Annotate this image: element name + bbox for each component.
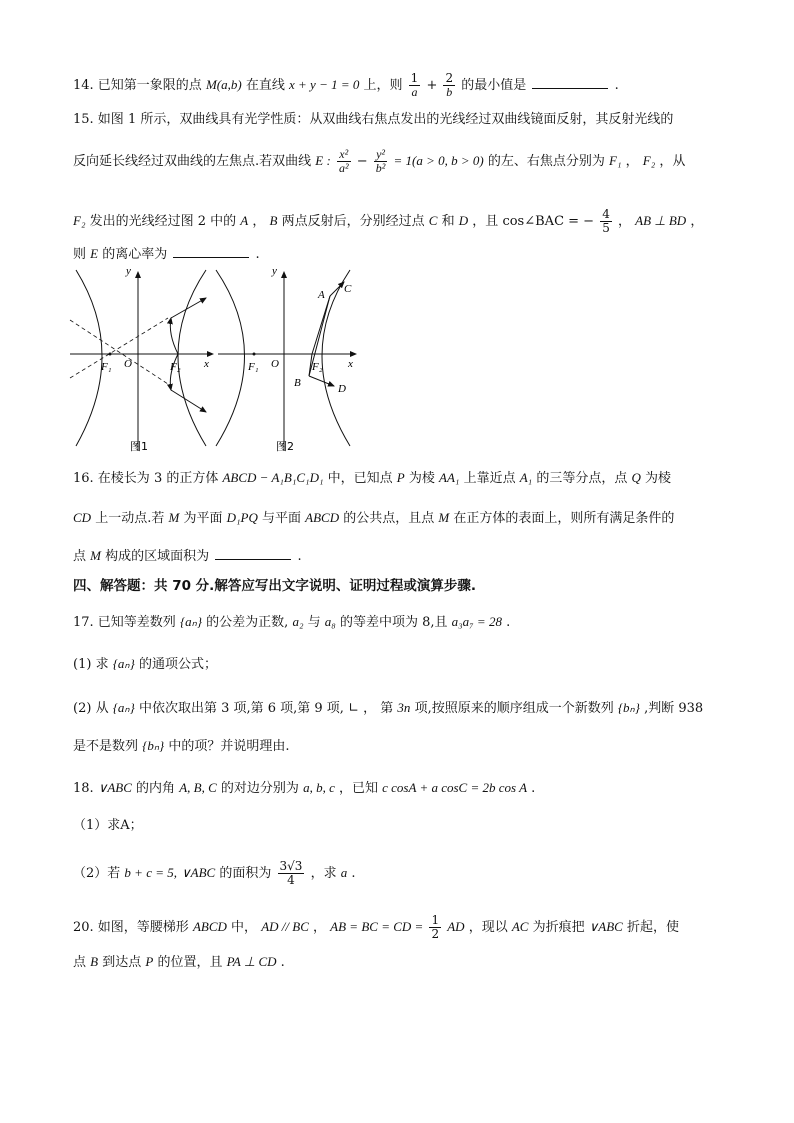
q14-text-3: 上，则 — [363, 78, 403, 93]
q17-text-1a: 17. 已知等差数列 — [73, 615, 176, 630]
q17-part2-text-e: ， 第 — [363, 701, 394, 716]
q16-AA1: AA₁ — [439, 470, 460, 485]
q16-line-1 — [73, 468, 671, 489]
q16-ABCD: ABCD — [305, 510, 340, 525]
q15-F2: F₂ — [642, 153, 656, 168]
figure-1 — [70, 270, 213, 451]
q15-F2-start: F₂ — [73, 213, 86, 228]
fig2-D-label: D — [338, 383, 346, 395]
fig1-origin-label: O — [124, 358, 132, 370]
q16-text-2c: 为平面 — [183, 511, 223, 526]
q15-F1: F₁ — [609, 153, 622, 168]
q16-M2: M — [438, 510, 450, 525]
fig1-y-label: y — [126, 266, 131, 277]
q20-half-fraction: $\frac{1}{2}$ — [431, 913, 440, 941]
q15-text-2d: ，从 — [659, 154, 686, 169]
q20-text-1b: 中， — [231, 920, 258, 935]
q18-text-1b: 的内角 — [136, 781, 176, 796]
q16-text-2f: 在正方体的表面上，则所有满足条件的 — [453, 511, 675, 526]
q16-text-1e: 的三等分点，点 — [536, 471, 628, 486]
q15-text-2c: 的左、右焦点分别为 — [487, 154, 605, 169]
q16-text-2d: 与平面 — [262, 511, 302, 526]
q15-text-4a: 则 — [73, 247, 87, 262]
q15-eq-condition: = 1(a > 0, b > 0) — [393, 153, 484, 168]
q15-frac-x: $\frac{\text{x²}}{\text{a²}}$ — [338, 147, 349, 175]
q14-period: . — [614, 78, 619, 93]
q20-text-2c: 的位置，且 — [157, 955, 223, 970]
q14-text-4: 的最小值是 — [461, 78, 527, 93]
q17-a8: a₈ — [324, 614, 336, 629]
q17-part-2 — [73, 698, 703, 719]
q20-AC: AC — [511, 919, 529, 934]
q15-text-1: 15. 如图 1 所示，双曲线具有光学性质：从双曲线右焦点发出的光线经过双曲线镜面反射，其反射光线的 — [73, 112, 674, 127]
q17-part1-an: {aₙ} — [112, 656, 135, 671]
q16-M: M — [168, 510, 180, 525]
q16-text-1a: 16. 在棱长为 3 的正方体 — [73, 471, 219, 486]
q18-part2-text-c: ，求 — [310, 866, 337, 881]
q18-abc: a, b, c — [303, 780, 335, 795]
q16-line-2 — [73, 508, 674, 529]
q17-text-4b: 中的项？并说明理由. — [168, 739, 290, 754]
q17-part1-text-d: 的通项公式； — [138, 657, 217, 672]
q18-equation: c cosA + a cosC = 2b cos A — [382, 780, 528, 795]
q14-text-2: 在直线 — [245, 78, 285, 93]
q17-3n: 3n — [397, 700, 411, 715]
q14-fraction-2: $\frac{2}{b}$ — [445, 71, 454, 99]
q16-text-1f: 为棱 — [645, 471, 672, 486]
q20-P: P — [145, 954, 154, 969]
q15-text-3c: 两点反射后，分别经过点 — [281, 214, 425, 229]
q15-comma: ， — [625, 154, 639, 169]
q15-text-3b: 发出的光线经过图 2 中的 — [89, 214, 237, 229]
q16-text-2e: 的公共点，且点 — [343, 511, 435, 526]
q20-equal: AB = BC = CD = — [330, 919, 424, 934]
q18-line-1 — [73, 778, 535, 799]
q18-part-1: （1）求A； — [73, 818, 143, 833]
fig2-F2-label: F₂ — [312, 361, 323, 373]
q20-text-2a: 点 — [73, 955, 87, 970]
q16-line-3 — [73, 546, 302, 567]
q15-line-2 — [73, 148, 685, 175]
fig2-A-label: A — [318, 289, 325, 301]
q15-line-4 — [73, 244, 260, 265]
q18-part2-text-a: （2）若 — [73, 866, 121, 881]
q20-parallel: AD // BC — [261, 919, 309, 934]
q18-part-2 — [73, 860, 356, 887]
q20-text-1e: 为折痕把 — [532, 920, 585, 935]
q14-fraction-1: $\frac{1}{a}$ — [410, 71, 419, 99]
q18-number: 18. — [73, 781, 94, 796]
q16-Q: Q — [631, 470, 641, 485]
q15-minus: − — [356, 154, 368, 169]
q20-text-1d: ，现以 — [468, 920, 508, 935]
q16-CD: CD — [73, 510, 92, 525]
q18-text-1d: ，已知 — [338, 781, 378, 796]
q17-text-4a: 是不是数列 — [73, 739, 139, 754]
hyperbola-figures — [68, 266, 358, 458]
fig2-x-label: x — [348, 358, 353, 370]
q20-line-1 — [73, 914, 679, 941]
q16-text-1d: 上靠近点 — [463, 471, 516, 486]
q20-perp: PA ⊥ CD — [226, 954, 277, 969]
q15-text-3d: ，且 — [472, 214, 499, 229]
q17-part2-label: (2) — [73, 701, 92, 716]
q15-text-2a: 反向延长线经过双曲线的左焦点.若双曲线 — [73, 154, 312, 169]
fig2-caption: 图2 — [276, 440, 294, 453]
fig1-F1-label: F₁ — [101, 361, 112, 373]
q18-period: . — [531, 781, 536, 796]
q20-text-1f: 折起，使 — [627, 920, 680, 935]
q15-and: 和 — [441, 214, 455, 229]
q15-text-3f: ， — [690, 214, 704, 229]
q15-D: D — [458, 213, 469, 228]
q15-line-3 — [73, 208, 703, 235]
q16-text-1c: 为棱 — [408, 471, 435, 486]
q20-triangle: ∨ABC — [588, 919, 623, 934]
fig2-F1-label: F₁ — [248, 361, 259, 373]
fig2-origin-label: O — [271, 358, 279, 370]
q17-period: . — [506, 615, 511, 630]
q16-period: . — [297, 549, 302, 564]
q17-part1-text-b: 求 — [95, 657, 109, 672]
q17-part-1 — [73, 654, 217, 675]
q17-a3a7: a₃a₇ = 28 — [451, 614, 502, 629]
q15-frac-y: $\frac{\text{y²}}{\text{b²}}$ — [375, 147, 386, 175]
q18-condition: b + c = 5, — [124, 865, 177, 880]
q18-ABC: A, B, C — [179, 780, 217, 795]
q14-text-1: 14. 已知第一象限的点 — [73, 78, 202, 93]
q17-bn: {bₙ} — [617, 700, 640, 715]
q17-text-1c: 与 — [307, 615, 321, 630]
q16-A1: A₁ — [519, 470, 533, 485]
q18-triangle: ∨ABC — [97, 780, 132, 795]
q20-ABCD: ABCD — [192, 919, 227, 934]
q18-area-fraction: $\frac{3√3}{4}$ — [279, 859, 303, 887]
q16-cube: ABCD − A₁B₁C₁D₁ — [222, 470, 324, 485]
q15-B: B — [269, 213, 278, 228]
q16-M3: M — [90, 548, 101, 563]
q17-bn2: {bₙ} — [142, 738, 165, 753]
q15-period: . — [255, 247, 260, 262]
q17-text-1d: 的等差中项为 8,且 — [339, 615, 448, 630]
q15-cos: cos∠BAC = − — [502, 214, 595, 229]
section-4-heading: 四、解答题：共 70 分.解答应写出文字说明、证明过程或演算步骤. — [73, 578, 476, 594]
q17-line-4 — [73, 736, 290, 757]
q16-P: P — [396, 470, 405, 485]
q18-a: a — [340, 865, 348, 880]
q16-answer-blank[interactable] — [215, 546, 291, 560]
q15-answer-blank[interactable] — [173, 244, 249, 258]
q15-C: C — [428, 213, 438, 228]
q17-part2-text-g: ,判断 938 — [644, 701, 704, 716]
q20-text-2b: 到达点 — [102, 955, 142, 970]
q15-E2: E — [90, 246, 99, 261]
figure-2 — [216, 270, 356, 451]
q17-a2: a₂ — [292, 614, 304, 629]
fig2-y-label: y — [272, 266, 277, 277]
q17-part2-an: {aₙ} — [112, 700, 135, 715]
fig2-C-label: C — [344, 283, 352, 295]
q15-line-1 — [73, 110, 673, 130]
q17-line-1 — [73, 612, 510, 633]
q17-part1-label: (1) — [73, 657, 92, 672]
q14-line-equation: x + y − 1 = 0 — [289, 77, 360, 92]
q15-perp: AB ⊥ BD — [635, 213, 687, 228]
q18-text-1c: 的对边分别为 — [220, 781, 299, 796]
q20-B: B — [90, 954, 99, 969]
q17-part2-text-b: 从 — [95, 701, 109, 716]
q15-cos-fraction: $\frac{4}{5}$ — [602, 207, 610, 235]
fig1-F2-label: F₂ — [170, 361, 181, 373]
q16-text-3a: 点 — [73, 549, 87, 564]
q17-part2-text-f: 项,按照原来的顺序组成一个新数列 — [414, 701, 614, 716]
q17-text-1b: 的公差为正数, — [206, 615, 289, 630]
q20-period: . — [280, 955, 285, 970]
q15-E: E : — [315, 153, 331, 168]
q18-period-2: . — [351, 866, 356, 881]
q20-text-1c: ， — [313, 920, 327, 935]
q15-text-3e: ， — [617, 214, 631, 229]
fig1-caption: 图1 — [130, 440, 148, 453]
q17-ellipsis: ∟ — [348, 701, 359, 716]
q17-an: {aₙ} — [179, 614, 203, 629]
fig1-x-label: x — [204, 358, 209, 370]
fig2-B-label: B — [294, 377, 301, 389]
q14-plus: + — [426, 78, 438, 93]
q14-point: M(a,b) — [205, 77, 242, 92]
q15-sep: ， — [252, 214, 266, 229]
q20-AD: AD — [447, 919, 465, 934]
q18-part2-text-b: 的面积为 — [219, 866, 272, 881]
q15-A: A — [240, 213, 249, 228]
q20-text-1a: 20. 如图，等腰梯形 — [73, 920, 189, 935]
q16-text-1b: 中，已知点 — [327, 471, 393, 486]
q14-line — [73, 72, 619, 99]
q17-part2-text-d: 中依次取出第 3 项,第 6 项,第 9 项, — [138, 701, 344, 716]
q16-text-3b: 构成的区域面积为 — [105, 549, 210, 564]
q16-text-2b: 上一动点.若 — [95, 511, 165, 526]
q20-line-2 — [73, 952, 285, 973]
q16-D1PQ: D₁PQ — [226, 510, 258, 525]
q15-text-4b: 的离心率为 — [102, 247, 168, 262]
q18-triangle-2: ∨ABC — [181, 865, 216, 880]
q14-answer-blank[interactable] — [532, 75, 608, 89]
